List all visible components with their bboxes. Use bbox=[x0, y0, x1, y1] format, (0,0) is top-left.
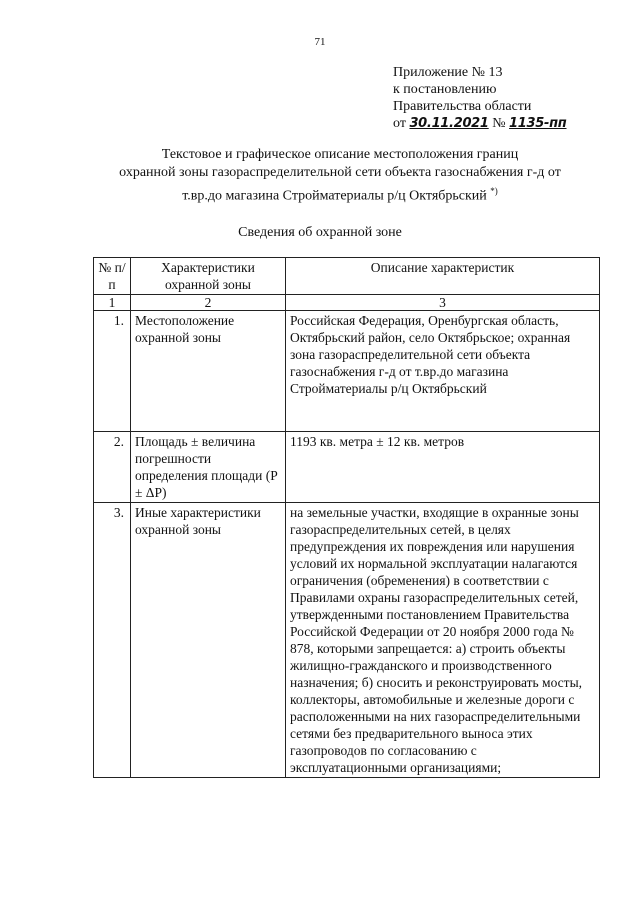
document-title bbox=[80, 146, 600, 206]
appendix-date-line bbox=[393, 115, 567, 132]
row-description: на земельные участки, входящие в охранные зоны газораспределительных сетей, в целях предупреждения их повреждения или нарушения условий их нормальной эксплуатации налагаются ограничения (обременения) в соответствии с Правилами охраны газораспределительных сетей, утвержденными постановлением Правительства Российской Федерации от 20 ноября 2000 года № 878, которыми запрещается: а) строить объекты жилищно-гражданского и производственного назначения; б) сносить и реконструировать мосты, коллекторы, автомобильные и железные дороги с расположенными на них газораспределительными сетями без предварительного выноса этих газопроводов по согласованию с эксплуатационными организациями; bbox=[286, 503, 600, 778]
row-characteristic: Иные характеристики охранной зоны bbox=[131, 503, 286, 778]
col-number-1: 1 bbox=[94, 295, 131, 311]
table-column-numbers-row bbox=[94, 295, 600, 311]
table-row bbox=[94, 432, 600, 503]
table-row bbox=[94, 503, 600, 778]
table-row bbox=[94, 311, 600, 432]
from-label: от bbox=[393, 116, 406, 131]
appendix-line-3: Правительства области bbox=[393, 99, 532, 114]
section-subtitle: Сведения об охранной зоне bbox=[238, 225, 402, 240]
row-description: 1193 кв. метра ± 12 кв. метров bbox=[286, 432, 600, 503]
table-header-row bbox=[94, 258, 600, 295]
appendix-line-2: к постановлению bbox=[393, 82, 497, 97]
page-number: 71 bbox=[314, 36, 326, 48]
appendix-line-1: Приложение № 13 bbox=[393, 65, 503, 80]
header-characteristics: Характеристики охранной зоны bbox=[131, 258, 286, 295]
col-number-2: 2 bbox=[131, 295, 286, 311]
row-characteristic: Площадь ± величина погрешности определения площади (P ± ΔP) bbox=[131, 432, 286, 503]
row-number: 1. bbox=[94, 311, 131, 432]
protection-zone-table bbox=[93, 257, 600, 778]
row-characteristic: Местоположение охранной зоны bbox=[131, 311, 286, 432]
row-description: Российская Федерация, Оренбургская область, Октябрьский район, село Октябрьское; охранная зона газораспределительной сети объекта газоснабжения г-д от т.вр.до магазина Стройматериалы р/ц Октябрьский bbox=[286, 311, 600, 432]
handwritten-number: 1135-пп bbox=[509, 116, 567, 131]
title-line-2: охранной зоны газораспределительной сети объекта газоснабжения г-д от bbox=[119, 165, 561, 180]
header-number: № п/п bbox=[94, 258, 131, 295]
number-label: № bbox=[492, 116, 506, 131]
title-line-3 bbox=[80, 182, 600, 206]
title-line-1: Текстовое и графическое описание местоположения границ bbox=[161, 147, 519, 162]
row-number: 3. bbox=[94, 503, 131, 778]
col-number-3: 3 bbox=[286, 295, 600, 311]
header-description: Описание характеристик bbox=[286, 258, 600, 295]
handwritten-date: 30.11.2021 bbox=[409, 116, 489, 131]
appendix-block bbox=[393, 64, 567, 132]
footnote-mark: *) bbox=[490, 186, 498, 196]
title-line-3-text: т.вр.до магазина Стройматериалы р/ц Октябрьский bbox=[182, 188, 487, 204]
row-number: 2. bbox=[94, 432, 131, 503]
